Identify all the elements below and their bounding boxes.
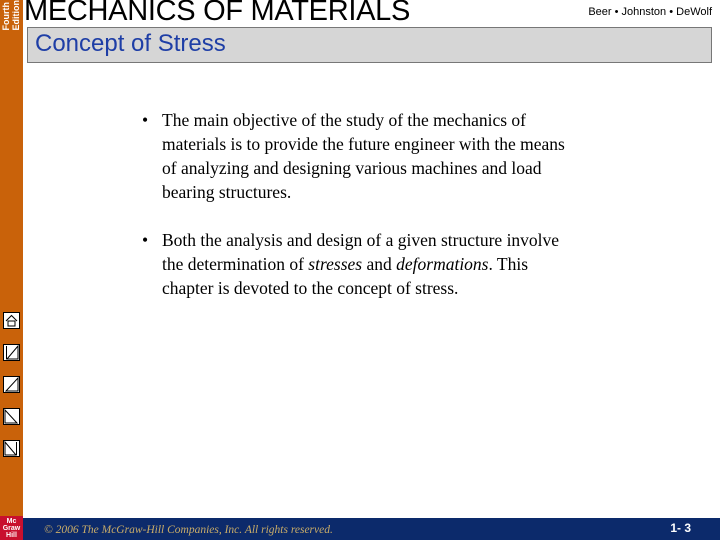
next-slide-button[interactable] [3, 408, 20, 425]
footer-bar [23, 518, 720, 540]
home-icon [3, 312, 20, 329]
page-number: 1- 3 [670, 521, 691, 535]
edition-label [0, 0, 23, 46]
mcgraw-hill-logo [0, 516, 23, 540]
bullet-item [140, 228, 570, 300]
course-title: MECHANICS OF MATERIALS [24, 0, 411, 27]
emphasis-deformations: deformations [396, 254, 489, 274]
first-slide-button[interactable] [3, 344, 20, 361]
sidebar [0, 0, 23, 540]
first-slide-icon [3, 344, 20, 361]
bullet-item [140, 108, 570, 204]
bullet-text-part: Both the analysis and design of a given structure involve the determination of [162, 230, 560, 274]
slide-title-bar [27, 27, 712, 63]
logo-text: Mc Graw Hill [2, 518, 21, 539]
bullet-dot: • [142, 230, 149, 250]
slide-content [140, 108, 570, 324]
bullet-text: The main objective of the study of the mechanics of materials is to provide the future engineer with the means of analyzing and designing various machines and load bearing structures. [162, 110, 565, 202]
home-button[interactable] [3, 312, 20, 329]
edition-text: Fourth Edition [1, 0, 21, 31]
last-slide-button[interactable] [3, 440, 20, 457]
previous-slide-icon [3, 376, 20, 393]
next-slide-icon [3, 408, 20, 425]
copyright-notice: © 2006 The McGraw-Hill Companies, Inc. All rights reserved. [44, 524, 333, 536]
previous-slide-button[interactable] [3, 376, 20, 393]
last-slide-icon [3, 440, 20, 457]
emphasis-stresses: stresses [308, 254, 363, 274]
slide-title: Concept of Stress [35, 30, 226, 57]
bullet-dot: • [142, 110, 149, 130]
authors: Beer • Johnston • DeWolf [588, 6, 712, 18]
bullet-text-part: . This chapter is devoted to the concept of stress. [162, 254, 529, 298]
bullet-text-part: and [362, 254, 397, 274]
